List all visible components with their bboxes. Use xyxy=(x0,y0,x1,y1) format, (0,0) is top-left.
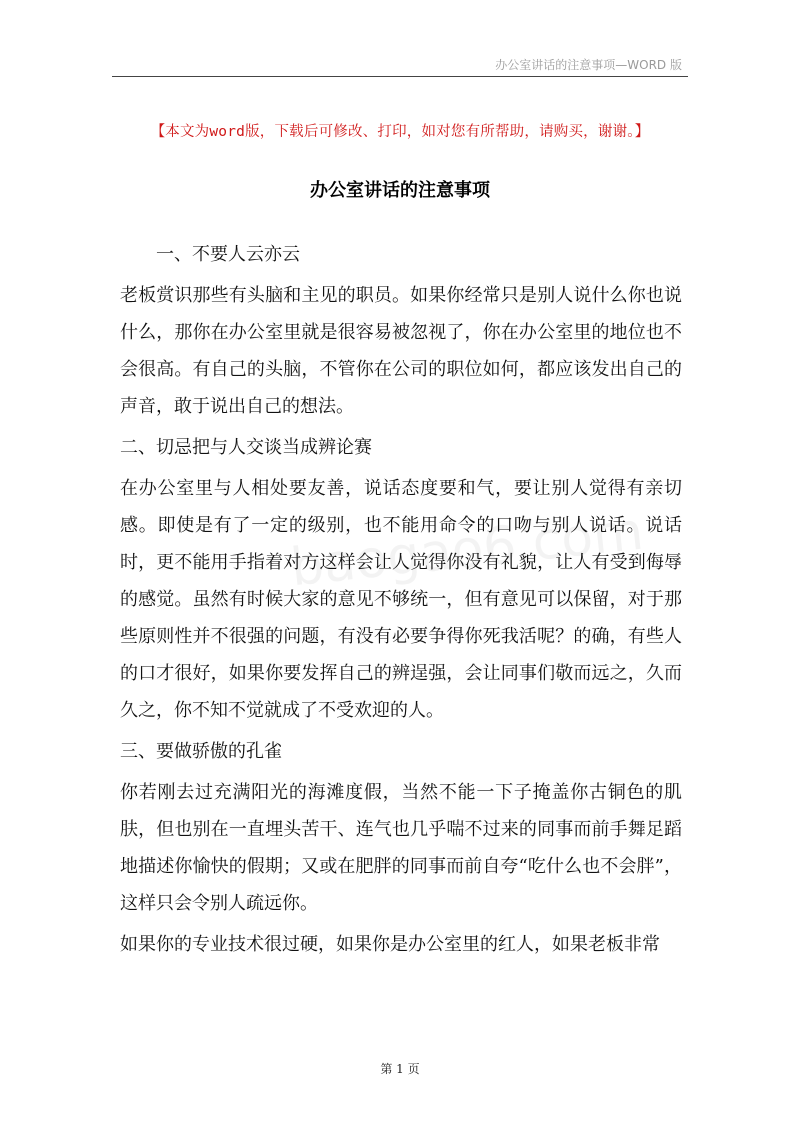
section-heading-1: 一、不要人云亦云 xyxy=(156,244,300,265)
section-heading-3: 三、要做骄傲的孔雀 xyxy=(120,741,282,762)
paragraph-2: 在办公室里与人相处要友善，说话态度要和气，要让别人觉得有亲切感。即使是有了一定的级别，也不能用命令的口吻与别人说话。说话时，更不能用手指着对方这样会让人觉得你没有礼貌，让人有受到侮辱的感觉。虽然有时候大家的意见不够统一，但有意见可以保留，对于那些原则性并不很强的问题，有没有必要争得你死我活呢？的确，有些人的口才很好，如果你要发挥自己的辨逞强，会让同事们敬而远之，久而久之，你不知不觉就成了不受欢迎的人。 xyxy=(120,478,682,721)
page-number: 第 1 页 xyxy=(380,1062,420,1076)
document-title: 办公室讲话的注意事项 xyxy=(310,180,490,201)
download-notice: 【本文为word版，下载后可修改、打印，如对您有所帮助，请购买，谢谢。】 xyxy=(150,124,650,140)
paragraph-1: 老板赏识那些有头脑和主见的职员。如果你经常只是别人说什么你也说什么，那你在办公室里就是很容易被忽视了，你在办公室里的地位也不会很高。有自己的头脑，不管你在公司的职位如何，都应该发出自己的声音，敢于说出自己的想法。 xyxy=(120,285,682,417)
header-divider xyxy=(112,76,688,77)
paragraph-3: 你若刚去过充满阳光的海滩度假，当然不能一下子掩盖你古铜色的肌肤，但也别在一直埋头苦干、连气也几乎喘不过来的同事而前手舞足蹈地描述你愉快的假期；又或在肥胖的同事而前自夸“吃什么也不会胖”，这样只会令别人疏远你。 xyxy=(120,782,682,914)
page-header: 办公室讲话的注意事项—WORD 版 xyxy=(495,58,682,72)
document-body xyxy=(120,236,682,967)
section-heading-2: 二、切忌把与人交谈当成辨论赛 xyxy=(120,437,372,458)
paragraph-4: 如果你的专业技术很过硬，如果你是办公室里的红人，如果老板非常 xyxy=(120,934,660,955)
